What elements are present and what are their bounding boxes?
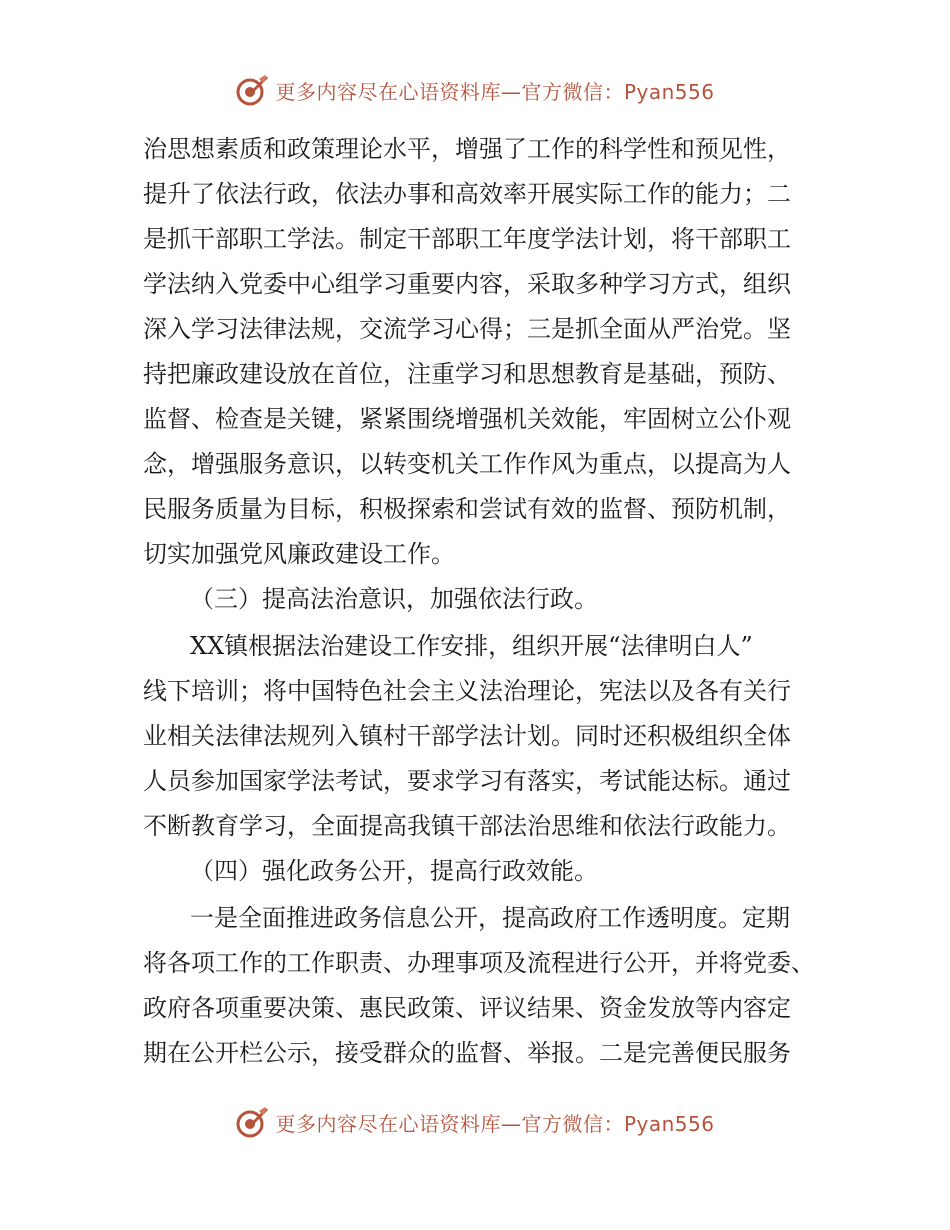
body-line: 民服务质量为目标，积极探索和尝试有效的监督、预防机制， [143,495,791,523]
body-line: 将各项工作的工作职责、办理事项及流程进行公开，并将党委、 [143,949,815,977]
body-line: 切实加强党风廉政建设工作。 [143,540,455,568]
body-line: 政府各项重要决策、惠民政策、评议结果、资金发放等内容定 [143,994,791,1022]
banner-text: 更多内容尽在心语资料库—官方微信：Pyan556 [275,79,715,104]
section-heading-3: （三）提高法治意识，加强依法行政。 [190,585,598,613]
body-line: 深入学习法律法规，交流学习心得；三是抓全面从严治党。坚 [143,315,791,343]
body-line: 不断教育学习，全面提高我镇干部法治思维和依法行政能力。 [143,812,791,840]
body-line: 监督、检查是关键，紧紧围绕增强机关效能，牢固树立公仆观 [143,405,791,433]
body-line: 提升了依法行政，依法办事和高效率开展实际工作的能力；二 [143,180,791,208]
body-line: 持把廉政建设放在首位，注重学习和思想教育是基础，预防、 [143,360,791,388]
body-line: 是抓干部职工学法。制定干部职工年度学法计划，将干部职工 [143,225,791,253]
footer-banner [0,1102,950,1142]
quill-seal-logo-icon [235,73,269,107]
body-line: 期在公开栏公示，接受群众的监督、举报。二是完善便民服务 [143,1039,791,1067]
banner-text: 更多内容尽在心语资料库—官方微信：Pyan556 [275,1111,715,1136]
body-line: 业相关法律法规列入镇村干部学法计划。同时还积极组织全体 [143,722,791,750]
body-line: 线下培训；将中国特色社会主义法治理论，宪法以及各有关行 [143,677,791,705]
section-heading-4: （四）强化政务公开，提高行政效能。 [190,857,598,885]
quill-seal-logo-icon [235,1105,269,1139]
body-line: 学法纳入党委中心组学习重要内容，采取多种学习方式，组织 [143,270,791,298]
body-line: XX镇根据法治建设工作安排，组织开展“法律明白人” [190,632,753,660]
body-line: 念，增强服务意识，以转变机关工作作风为重点，以提高为人 [143,450,791,478]
body-line: 治思想素质和政策理论水平，增强了工作的科学性和预见性， [143,135,791,163]
body-line: 一是全面推进政务信息公开，提高政府工作透明度。定期 [190,904,790,932]
body-line: 人员参加国家学法考试，要求学习有落实，考试能达标。通过 [143,767,791,795]
header-banner [0,70,950,110]
